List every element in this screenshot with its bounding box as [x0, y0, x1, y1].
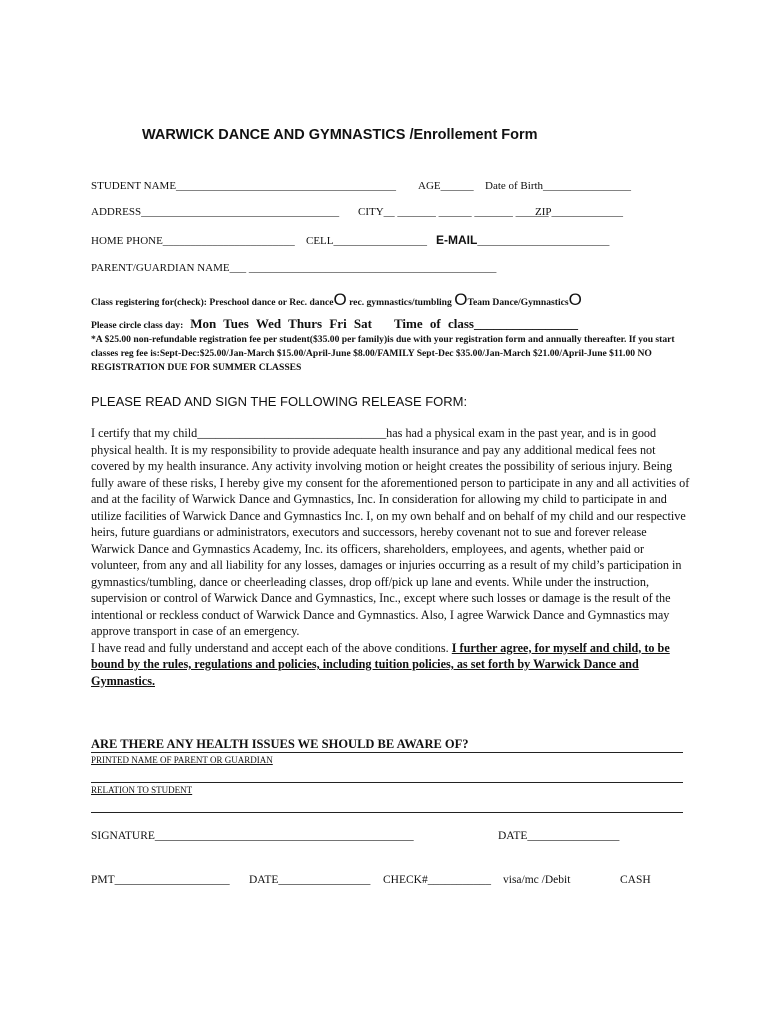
payment-date-field[interactable]: DATE________________ — [249, 874, 371, 886]
class-day-label: Please circle class day: — [91, 320, 184, 331]
visa-mc-debit-option[interactable]: visa/mc /Debit — [503, 874, 571, 886]
email-label: E-MAIL — [436, 233, 478, 247]
check-number-field[interactable]: CHECK#___________ — [383, 874, 491, 886]
student-name-field[interactable]: STUDENT NAME________________________________________ — [91, 180, 397, 192]
printed-name-line[interactable] — [91, 782, 683, 783]
home-phone-field[interactable]: HOME PHONE________________________ — [91, 235, 295, 247]
health-answer-line[interactable] — [91, 752, 683, 753]
signature-field[interactable]: SIGNATURE_____________________________________________ — [91, 830, 414, 842]
health-question: ARE THERE ANY HEALTH ISSUES WE SHOULD BE AWARE OF? — [91, 737, 469, 751]
page-title — [142, 127, 538, 143]
title-main: WARWICK DANCE AND GYMNASTICS — [142, 127, 410, 143]
accept-text: I have read and fully understand and accept each of the above conditions. — [91, 640, 452, 655]
accept-bold-text: I further agree, for myself and child, to be bound by the rules, regulations and policies, including tuition policies, as set forth by Warwick Dance and Gymnastics. — [91, 640, 670, 688]
payment-field[interactable]: PMT____________________ — [91, 874, 230, 886]
zip-field[interactable]: ZIP_____________ — [535, 206, 623, 218]
relation-line[interactable] — [91, 812, 683, 813]
address-field[interactable]: ADDRESS____________________________________ — [91, 206, 340, 218]
class-day-options[interactable]: Mon Tues Wed Thurs Fri Sat — [190, 316, 372, 331]
city-field[interactable]: CITY__ _______ ______ _______ ______ — [358, 206, 549, 218]
age-field[interactable]: AGE______ — [418, 180, 474, 192]
rec-dance-checkbox[interactable]: O — [333, 290, 347, 309]
time-of-class-field[interactable]: Time of class________________ — [394, 316, 578, 331]
class-day-row — [91, 315, 578, 333]
release-text: I certify that my child_______________________________has had a physical exam in the past year, and is in good physical health. It is my responsibility to provide adequate health insurance and pay any additional medical fees not covered by my health insurance. Any activity involving motion or height creates the possibility of serious injury. Being fully aware of these risks, I hereby give my consent for the aforementioned person to participate in any and all activities of and at the facility of Warwick Dance and Gymnastics, Inc. In consideration for allowing my child to participate in and utilize facilities of Warwick Dance and Gymnastics Inc. I, on my own behalf and on behalf of my child and our respective heirs, future guardians or administrators, executors and successors, hereby covenant not to sue and forever release Warwick Dance and Gymnastics Academy, Inc. its officers, shareholders, employees, and agents, whether paid or volunteer, from any and all liability for any losses, damages or injuries occurring as a result of my child’s participation in gymnastics/tumbling, dance or cheerleading classes, drop off/pick up lane and events. While under the instruction, supervision or control of Warwick Dance and Gymnastics, Inc., except where such losses or damage is the result of the intentional or reckless conduct of Warwick Dance and Gymnastics. Also, I agree Warwick Dance and Gymnastics may approve transport in case of an emergency. — [91, 426, 690, 638]
release-heading: PLEASE READ AND SIGN THE FOLLOWING RELEASE FORM: — [91, 394, 468, 409]
team-checkbox[interactable]: O — [568, 290, 582, 309]
team-label: Team Dance/Gymnastics — [467, 297, 569, 308]
parent-guardian-field[interactable]: PARENT/GUARDIAN NAME___ _____________________________________________ — [91, 262, 497, 274]
signature-date-field[interactable]: DATE________________ — [498, 830, 620, 842]
printed-name-label: PRINTED NAME OF PARENT OR GUARDIAN — [91, 755, 273, 765]
rec-gymnastics-checkbox[interactable]: O — [454, 290, 468, 309]
date-of-birth-field[interactable]: Date of Birth________________ — [485, 180, 632, 192]
class-register-row — [91, 290, 582, 310]
registration-fee-note: *A $25.00 non-refundable registration fee per student($35.00 per family)is due with your registration form and annually thereafter. If you start classes reg fee is:Sept-Dec:$25.00/Jan-March $15.00/April-June $8.00/FAMILY Sept-Dec $35.00/Jan-March $21.00/April-June $11.00 NO REGISTRATION DUE FOR SUMMER CLASSES — [91, 334, 675, 373]
rec-gymnastics-label: rec. gymnastics/tumbling — [346, 297, 455, 308]
cash-option[interactable]: CASH — [620, 874, 651, 886]
class-register-label: Class registering for(check): Preschool dance or Rec. dance — [91, 297, 334, 308]
title-sub: /Enrollement Form — [409, 127, 538, 143]
relation-label: RELATION TO STUDENT — [91, 785, 193, 795]
release-paragraph — [91, 425, 691, 689]
email-line: ________________________ — [477, 235, 610, 247]
email-field[interactable] — [436, 233, 609, 247]
cell-field[interactable]: CELL_________________ — [306, 235, 427, 247]
